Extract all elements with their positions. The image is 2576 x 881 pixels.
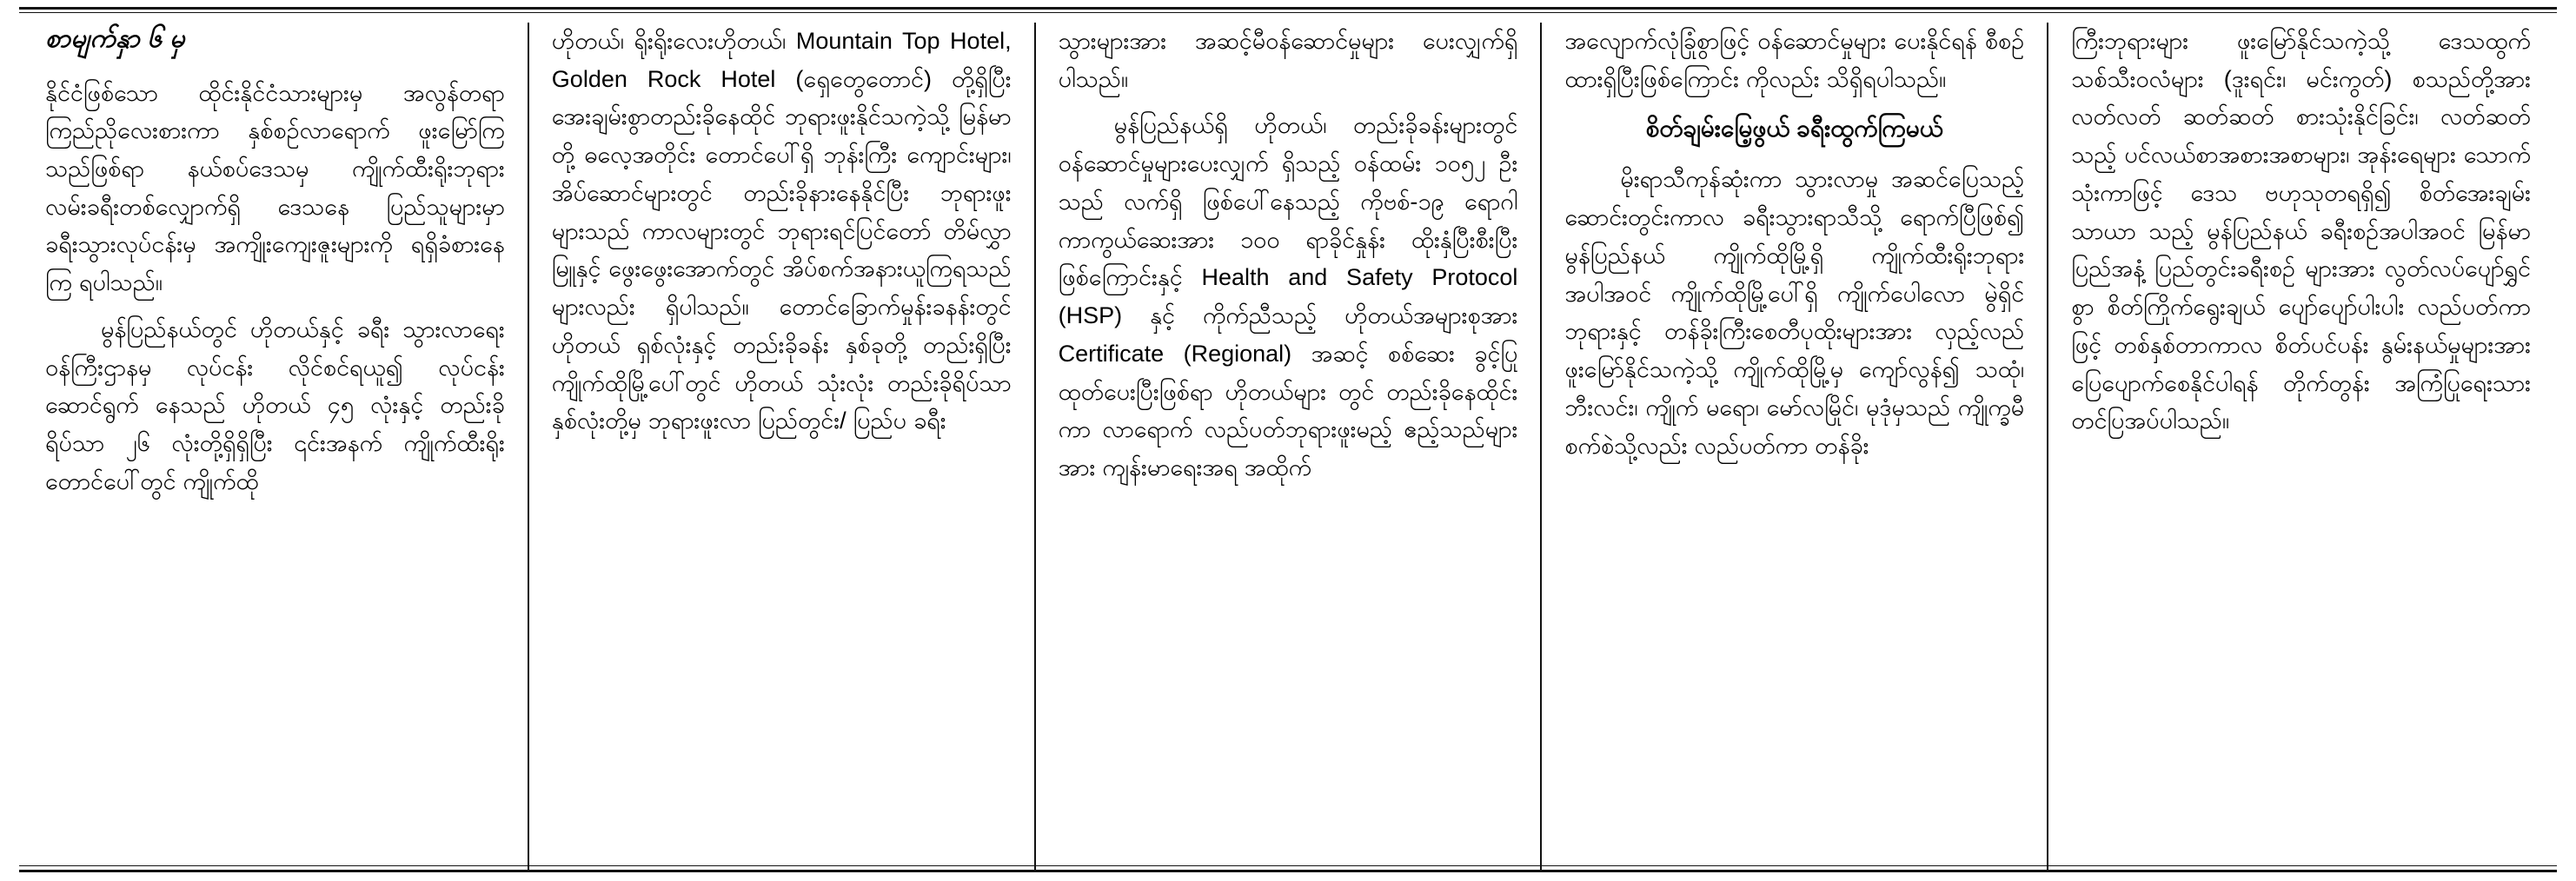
- paragraph: မိုးရာသီကုန်ဆုံးကာ သွားလာမှု အဆင်ပြေသည့် ဆောင်းတွင်းကာလ ခရီးသွားရာသီသို့ ရောက်ပြီဖြစ်၍ မွန်ပြည်နယ် ကျိုက်ထိုမြို့ရှိ ကျိုက်ထီးရိုးဘုရားအပါအဝင် ကျိုက်ထိုမြို့ပေါ်ရှိ ကျိုက်ပေါလော မွဲရှိင်ဘုရားနှင့် တန်ခိုးကြီးစေတီပုထိုးများအား လှည့်လည် ဖူးမြော်နိုင်သကဲ့သို့ ကျိုက်ထိုမြို့မှ ကျော်လွန်၍ သထုံ၊ ဘီးလင်း၊ ကျိုက် မရော၊ မော်လမြိုင်၊ မုဒုံမှသည် ကျိုက္ခမီ စက်စဲသို့လည်း လည်ပတ်ကာ တန်ခိုး: [1564, 166, 2025, 459]
- paragraph: မွန်ပြည်နယ်ရှိ ဟိုတယ်၊ တည်းခိုခန်းများတွင် ဝန်ဆောင်မှုများပေးလျှက် ရှိသည့် ဝန်ထမ်း ၁၀၅၂ ဦးသည် လက်ရှိ ဖြစ်ပေါ်နေသည့် ကိုဗစ်-၁၉ ရောဂါ ကာကွယ်ဆေးအား ၁၀၀ ရာခိုင်နှုန်း ထိုးနှံပြီးစီးပြီးဖြစ်ကြောင်းနှင့် Health and Safety Protocol (HSP) နှင့် ကိုက်ညီသည့် ဟိုတယ်အများစုအား Certificate (Regional) အဆင့် စစ်ဆေး ခွင့်ပြုထုတ်ပေးပြီးဖြစ်ရာ ဟိုတယ်များ တွင် တည်းခိုနေထိုင်းကာ လာရောက် လည်ပတ်ဘုရားဖူးမည့် ဧည့်သည်များ အား ကျန်းမာရေးအရ အထိုက်: [1058, 112, 1518, 481]
- bottom-rule-thin: [19, 865, 2557, 866]
- article-column-4: [1540, 23, 2047, 872]
- article-column-2: [528, 23, 1034, 872]
- top-rule-thin: [19, 12, 2557, 13]
- paragraph: မွန်ပြည်နယ်တွင် ဟိုတယ်နှင့် ခရီး သွားလာရေးဝန်ကြီးဌာနမှ လုပ်ငန်း လိုင်စင်ရယူ၍ လုပ်ငန်းဆောင်ရွက် နေသည် ဟိုတယ် ၄၅ လုံးနှင့် တည်းခိုရိပ်သာ ၂၆ လုံးတို့ရှိရှိပြီး ၎င်းအနက် ကျိုက်ထီးရိုးတောင်ပေါ်တွင် ကျိုက်ထို: [45, 315, 505, 494]
- paragraph: ကြီးဘုရားများ ဖူးမြော်နိုင်သကဲ့သို့ ဒေသထွက် သစ်သီးဝလံများ (ဒူးရင်း၊ မင်းကွတ်) စသည်တို့အား လတ်လတ် ဆတ်ဆတ် စားသုံးနိုင်ခြင်း၊ လတ်ဆတ် သည့် ပင်လယ်စာအစားအစာများ၊ အုန်းရေများ သောက်သုံးကာဖြင့် ဒေသ ဗဟုသုတရရှိ၍ စိတ်အေးချမ်းသာယာ သည့် မွန်ပြည်နယ် ခရီးစဉ်အပါအဝင် မြန်မာပြည်အနံ့ ပြည်တွင်းခရီးစဉ် များအား လွတ်လပ်ပျော်ရွှင်စွာ စိတ်ကြိုက်ရွေးချယ် ပျော်ပျော်ပါးပါး လည်ပတ်ကာဖြင့် တစ်နှစ်တာကာလ စိတ်ပင်ပန်း နွမ်းနယ်မှုများအား ပြေပျောက်စေနိုင်ပါရန် တိုက်တွန်း အကြံပြုရေးသားတင်ပြအပ်ပါသည်။: [2071, 28, 2531, 434]
- article-column-5: [2047, 23, 2553, 872]
- continuation-kicker: စာမျက်နှာ ၆ မှ: [45, 24, 185, 53]
- article-columns: [23, 16, 2553, 872]
- article-column-3: [1034, 23, 1541, 872]
- top-rule: [19, 7, 2557, 10]
- paragraph: သွားများအား အဆင့်မီဝန်ဆောင်မှုများ ပေးလျှက်ရှိပါသည်။: [1058, 28, 1518, 92]
- paragraph: ဟိုတယ်၊ ရိုးရိုးလေးဟိုတယ်၊ Mountain Top Hotel, Golden Rock Hotel (ရှေတွေတောင်) တို့ရှိပြီး အေးချမ်းစွာတည်းခိုနေထိုင် ဘုရားဖူးနိုင်သကဲ့သို့ မြန်မာတို့ ဓလေ့အတိုင်း တောင်ပေါ်ရှိ ဘုန်းကြီး ကျောင်းများ၊ အိပ်ဆောင်များတွင် တည်းခိုနားနေနိုင်ပြီး ဘုရားဖူးများသည် ကာလများတွင် ဘုရားရင်ပြင်တော် တိမ်လွှာမြူနှင့် ဖွေးဖွေးအောက်တွင် အိပ်စက်အနားယူကြရသည်များလည်း ရှိပါသည်။ တောင်ခြောက်မှုန်းခနန်းတွင် ဟိုတယ် ရှစ်လုံးနှင့် တည်းခိုခန်း နှစ်ခုတို့ တည်းရှိပြီး ကျိုက်ထိုမြို့ပေါ်တွင် ဟိုတယ် သုံးလုံး တည်းခိုရိပ်သာ နှစ်လုံးတို့မှ ဘုရားဖူးလာ ပြည်တွင်း/ ပြည်ပ ခရီး: [551, 28, 1012, 434]
- bottom-rule: [19, 870, 2557, 872]
- section-subheading: စိတ်ချမ်းမြေ့ဖွယ် ခရီးထွက်ကြမယ်: [1645, 115, 1943, 142]
- article-column-1: [23, 23, 528, 872]
- paragraph: နိုင်ငံဖြစ်သော ထိုင်းနိုင်ငံသားများမှ အလွန်တရာ ကြည်ညိုလေးစားကာ နှစ်စဉ်လာရောက် ဖူးမြော်ကြသည်ဖြစ်ရာ နယ်စပ်ဒေသမှ ကျိုက်ထီးရိုးဘုရား လမ်းခရီးတစ်လျှောက်ရှိ ဒေသနေ ပြည်သူများမှာ ခရီးသွားလုပ်ငန်းမှ အကျိုးကျေးဇူးများကို ရရှိခံစားနေကြ ရပါသည်။: [45, 79, 505, 296]
- paragraph: အလျောက်လုံခြုံစွာဖြင့် ဝန်ဆောင်မှုများ ပေးနိုင်ရန် စီစဉ်ထားရှိပြီးဖြစ်ကြောင်း ကိုလည်း သိရှိရပါသည်။: [1564, 28, 2025, 92]
